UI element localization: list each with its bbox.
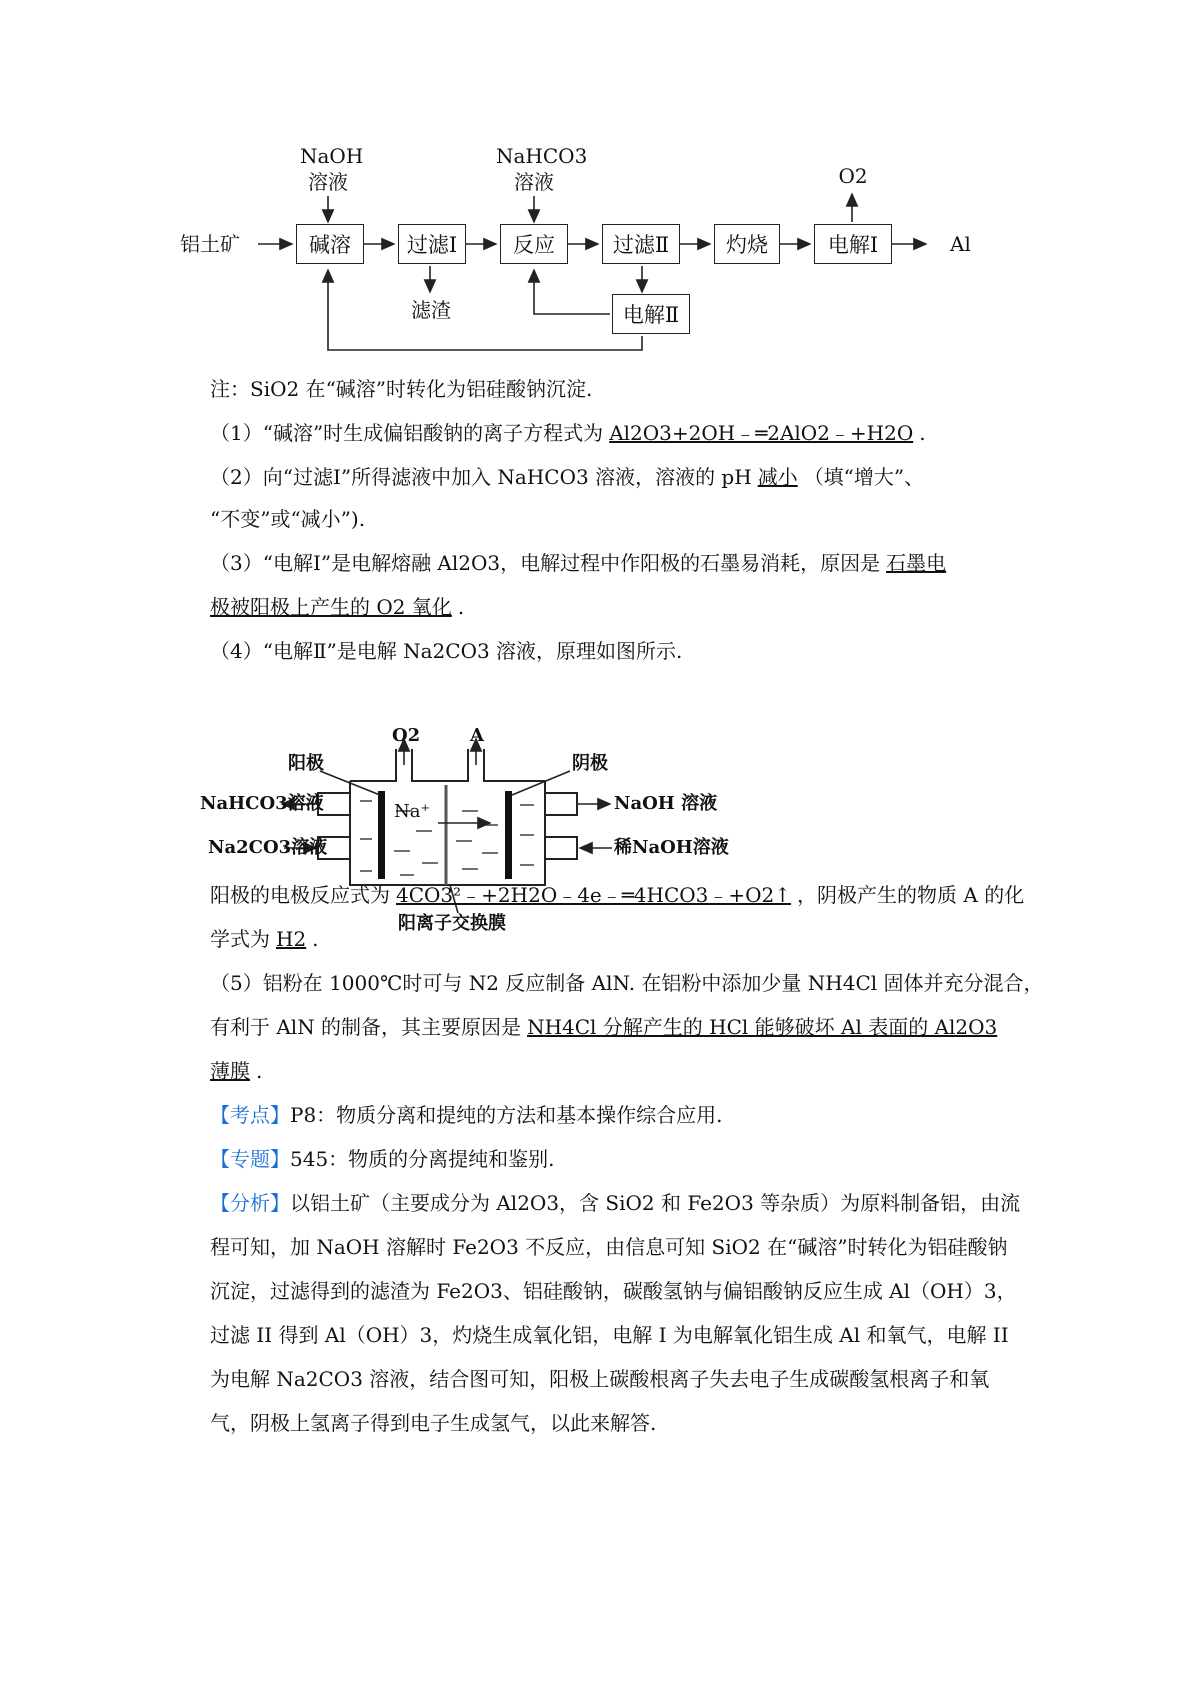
cell-product-a-label: A (470, 725, 484, 746)
sodium-ion-label: Na⁺ (394, 801, 430, 822)
cathode-label: 阴极 (572, 753, 608, 774)
q2-suffix: （填“增大”、 (803, 465, 925, 489)
q1-prefix: （1）“碱溶”时生成偏铝酸钠的离子方程式为 (210, 421, 604, 445)
q3-answer: 石墨电 (886, 551, 947, 575)
box-reaction: 反应 (500, 224, 568, 264)
q5-answer: NH4Cl 分解产生的 HCl 能够破坏 Al 表面的 Al2O3 (527, 1015, 998, 1039)
membrane-label: 阳离子交换膜 (398, 913, 506, 934)
anode-label: 阳极 (288, 753, 324, 774)
box-filter-2: 过滤Ⅱ (602, 224, 680, 264)
q5-answer-cont: 薄膜 (210, 1059, 250, 1083)
gas-o2-label: O2 (838, 164, 868, 188)
fenxi-tag: 【分析】 (210, 1191, 290, 1215)
question-3 (210, 548, 1040, 578)
q4b-line2-prefix: 学式为 (210, 927, 270, 951)
cell-o2-label: O2 (392, 725, 421, 746)
q4b-mid: ，阴极产生的物质 A 的化 (797, 883, 1025, 907)
box-calcine: 灼烧 (714, 224, 780, 264)
q4b-answer-a: H2 (276, 927, 307, 951)
right-inflow-label: 稀NaOH溶液 (614, 837, 729, 858)
question-2 (210, 462, 1040, 492)
fenxi-line-4: 过滤 II 得到 Al（OH）3，灼烧生成氧化铝，电解 I 为电解氧化铝生成 Al 和氧气，电解 II (210, 1323, 1009, 1347)
q5-prefix: 有利于 AlN 的制备，其主要原因是 (210, 1015, 522, 1039)
question-4: （4）“电解Ⅱ”是电解 Na2CO3 溶液，原理如图所示. (210, 639, 683, 663)
kaodian-text: P8：物质分离和提纯的方法和基本操作综合应用. (290, 1103, 723, 1127)
cathode-electrode (505, 791, 512, 879)
kaodian-tag: 【考点】 (210, 1103, 290, 1127)
output-label: Al (950, 232, 971, 256)
fenxi (210, 1188, 1040, 1218)
question-4b-line2 (210, 924, 1040, 954)
reagent-naoh: NaOH (300, 144, 364, 168)
q3-suffix: . (457, 595, 465, 619)
box-electrolysis-2: 电解Ⅱ (612, 294, 690, 334)
anode-electrode (378, 791, 385, 879)
box-filter-1: 过滤Ⅰ (398, 224, 466, 264)
fenxi-line-5: 为电解 Na2CO3 溶液，结合图可知，阳极上碳酸根离子失去电子生成碳酸氢根离子和氧 (210, 1367, 990, 1391)
zhuanti (210, 1144, 1040, 1174)
reagent-nahco3-solution: 溶液 (514, 170, 554, 194)
fenxi-line-2: 程可知，加 NaOH 溶解时 Fe2O3 不反应，由信息可知 SiO2 在“碱溶”时转化为铝硅酸钠 (210, 1235, 1008, 1259)
question-1 (210, 418, 1040, 448)
reagent-nahco3: NaHCO3 (496, 144, 588, 168)
q3-prefix: （3）“电解Ⅰ”是电解熔融 Al2O3，电解过程中作阳极的石墨易消耗，原因是 (210, 551, 881, 575)
fenxi-line-6: 气，阴极上氢离子得到电子生成氢气，以此来解答. (210, 1411, 657, 1435)
zhuanti-text: 545：物质的分离提纯和鉴别. (290, 1147, 555, 1171)
q2-answer: 减小 (757, 465, 798, 489)
left-outflow-label: NaHCO3溶液 (200, 793, 324, 814)
question-4b (210, 880, 1040, 910)
process-flowchart (180, 140, 1040, 380)
input-label: 铝土矿 (180, 232, 240, 256)
reagent-naoh-solution: 溶液 (308, 170, 348, 194)
question-3-line2 (210, 592, 1040, 622)
right-outflow-label: NaOH 溶液 (614, 793, 718, 814)
box-electrolysis-1: 电解Ⅰ (814, 224, 892, 264)
zhuanti-tag: 【专题】 (210, 1147, 290, 1171)
q2-prefix: （2）向“过滤Ⅰ”所得滤液中加入 NaHCO3 溶液，溶液的 pH (210, 465, 752, 489)
q1-suffix: . (919, 421, 926, 445)
note: 注：SiO2 在“碱溶”时转化为铝硅酸钠沉淀. (210, 377, 593, 401)
q5-suffix: . (256, 1059, 263, 1083)
q4b-answer: 4CO3²﹣+2H2O﹣4e﹣═4HCO3﹣+O2↑ (396, 883, 792, 907)
kaodian (210, 1100, 1040, 1130)
q4b-prefix: 阳极的电极反应式为 (210, 883, 390, 907)
q3-answer-cont: 极被阳极上产生的 O2 氧化 (210, 595, 452, 619)
fenxi-line-3: 沉淀，过滤得到的滤渣为 Fe2O3、铝硅酸钠，碳酸氢钠与偏铝酸钠反应生成 Al（OH）3， (210, 1279, 1017, 1303)
q4b-suffix: . (312, 927, 319, 951)
q1-answer: Al2O3+2OH﹣═2AlO2﹣+H2O (609, 421, 914, 445)
electrolysis-cell-diagram (200, 725, 740, 955)
fenxi-line1: 以铝土矿（主要成分为 Al2O3，含 SiO2 和 Fe2O3 等杂质）为原料制备铝，由流 (290, 1191, 1021, 1215)
question-2-line2: “不变”或“减小”). (210, 507, 366, 531)
box-alkali-dissolve: 碱溶 (296, 224, 364, 264)
left-inflow-label: Na2CO3溶液 (208, 837, 328, 858)
question-5-line3 (210, 1056, 1040, 1086)
question-5-line2 (210, 1012, 1040, 1042)
question-5: （5）铝粉在 1000℃时可与 N2 反应制备 AlN. 在铝粉中添加少量 NH4Cl 固体并充分混合， (210, 971, 1044, 995)
residue-label: 滤渣 (411, 298, 451, 322)
